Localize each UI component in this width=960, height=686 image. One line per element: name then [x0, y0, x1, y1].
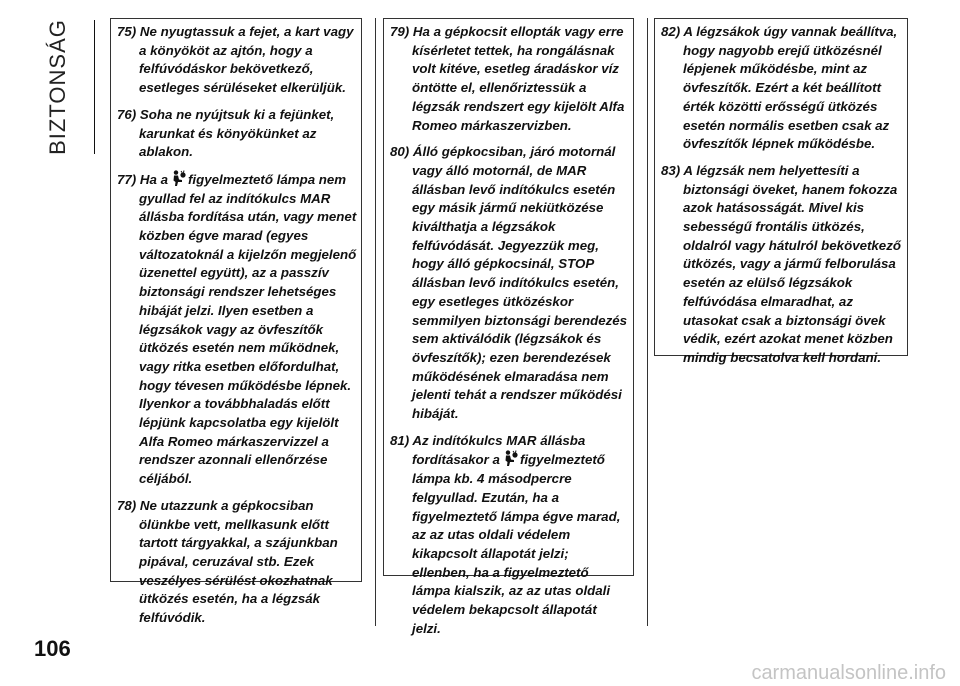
note-81-rest: figyelmeztető lámpa kb. 4 másodpercre felgyullad. Ezután, ha a figyelmeztető lámpa égve marad, az az utas oldali védelem kikapcsolt állapotát jelzi; ellenben, ha a figyelmeztető lámpa kialszik, az az utas oldali védelem bekapcsolt állapotát jelzi. [412, 452, 621, 636]
column-separator [647, 18, 648, 626]
note-79: 79) Ha a gépkocsit ellopták vagy erre kísérletet tettek, ha rongálásnak volt kitéve, esetleg áradáskor víz öntötte el, ellenőriztessük a légzsák rendszert egy kijelölt Alfa Romeo márkaszervizben. [390, 24, 625, 133]
section-label-text: BIZTONSÁG [45, 19, 71, 155]
note-76: 76) Soha ne nyújtsuk ki a fejünket, karunkat és könyökünket az ablakon. [117, 106, 335, 160]
warning-box-col2 [383, 18, 634, 636]
warning-box-col1 [110, 18, 362, 626]
section-label [30, 20, 86, 154]
note-75: 75) Ne nyugtassuk a fejet, a kart vagy a könyököt az ajtón, hogy a felfúvódáskor bekövetkező, esetleges sérüléseket elkerüljük. [117, 24, 354, 96]
note-82: 82) A légzsákok úgy vannak beállítva, hogy nagyobb erejű ütközésnél lépjenek működésbe, mint az övfeszítők. Ezért a két beállított érték közötti erősségű ütközés esetén normális esetben csak az övfeszítők lépnek működésbe. [661, 24, 898, 152]
note-83: 83) A légzsák nem helyettesíti a biztonsági öveket, hanem fokozza azok hatásosságát. Mivel kis sebességű frontális ütközés, oldalról vagy hátulról bekövetkező ütközés, vagy a jármű felborulása esetén az elülső légzsákok felfúvódása elmaradhat, az utasokat csak a biztonsági övek védik, ezért azokat menet közben mindig becsatolva kell hordani. [661, 162, 901, 365]
note-81-lead: 81) Az indítókulcs MAR állásba fordításakor a [390, 432, 586, 468]
note-81 [390, 432, 629, 639]
airbag-warning-lamp-icon [502, 450, 518, 467]
airbag-warning-lamp-icon [170, 170, 186, 187]
warning-box-col3 [654, 18, 908, 365]
page-number: 106 [34, 636, 71, 661]
watermark: carmanualsonline.info [751, 662, 946, 684]
column-separator [375, 18, 376, 626]
note-80: 80) Álló gépkocsiban, járó motornál vagy álló motornál, de MAR állásban levő indítókulcs esetén egy másik jármű nekiütközése kiválthatja a légzsákok felfúvódását. Jegyezzük meg, hogy álló gépkocsinál, STOP állásban levő indítókulcs esetén, egy esetleges ütközéskor semmilyen biztonsági berendezés sem aktiválódik (légzsákok és övfeszítők); ezen berendezések működésének elmaradása nem jelenti tehát a rendszer működési hibáját. [390, 144, 628, 422]
note-77 [117, 170, 357, 489]
note-78: 78) Ne utazzunk a gépkocsiban ölünkbe vett, mellkasunk előtt tartott tárgyakkal, a szájunkban pipával, ceruzával stb. Ezek veszélyes sérülést okozhatnak ütközés esetén, ha a légzsák felfúvódik. [117, 497, 338, 626]
note-77-lead: 77) Ha a [117, 171, 168, 187]
section-label-divider [94, 20, 95, 154]
note-77-rest: figyelmeztető lámpa nem gyullad fel az indítókulcs MAR állásba fordítása után, vagy menet közben égve marad (egyes változatoknál a kijelzőn megjelenő üzenettel együtt), az a passzív biztonsági rendszer lehetséges hibáját jelzi. Ilyen esetben a légzsákok vagy az övfeszítők ütközés esetén nem működnek, vagy ritka esetben előfordulhat, hogy tévesen működésbe lépnek. Ilyenkor a továbbhaladás előtt lépjünk kapcsolatba egy kijelölt Alfa Romeo márkaszervizzel a rendszer azonnali ellenőrzése céljából. [139, 171, 357, 487]
